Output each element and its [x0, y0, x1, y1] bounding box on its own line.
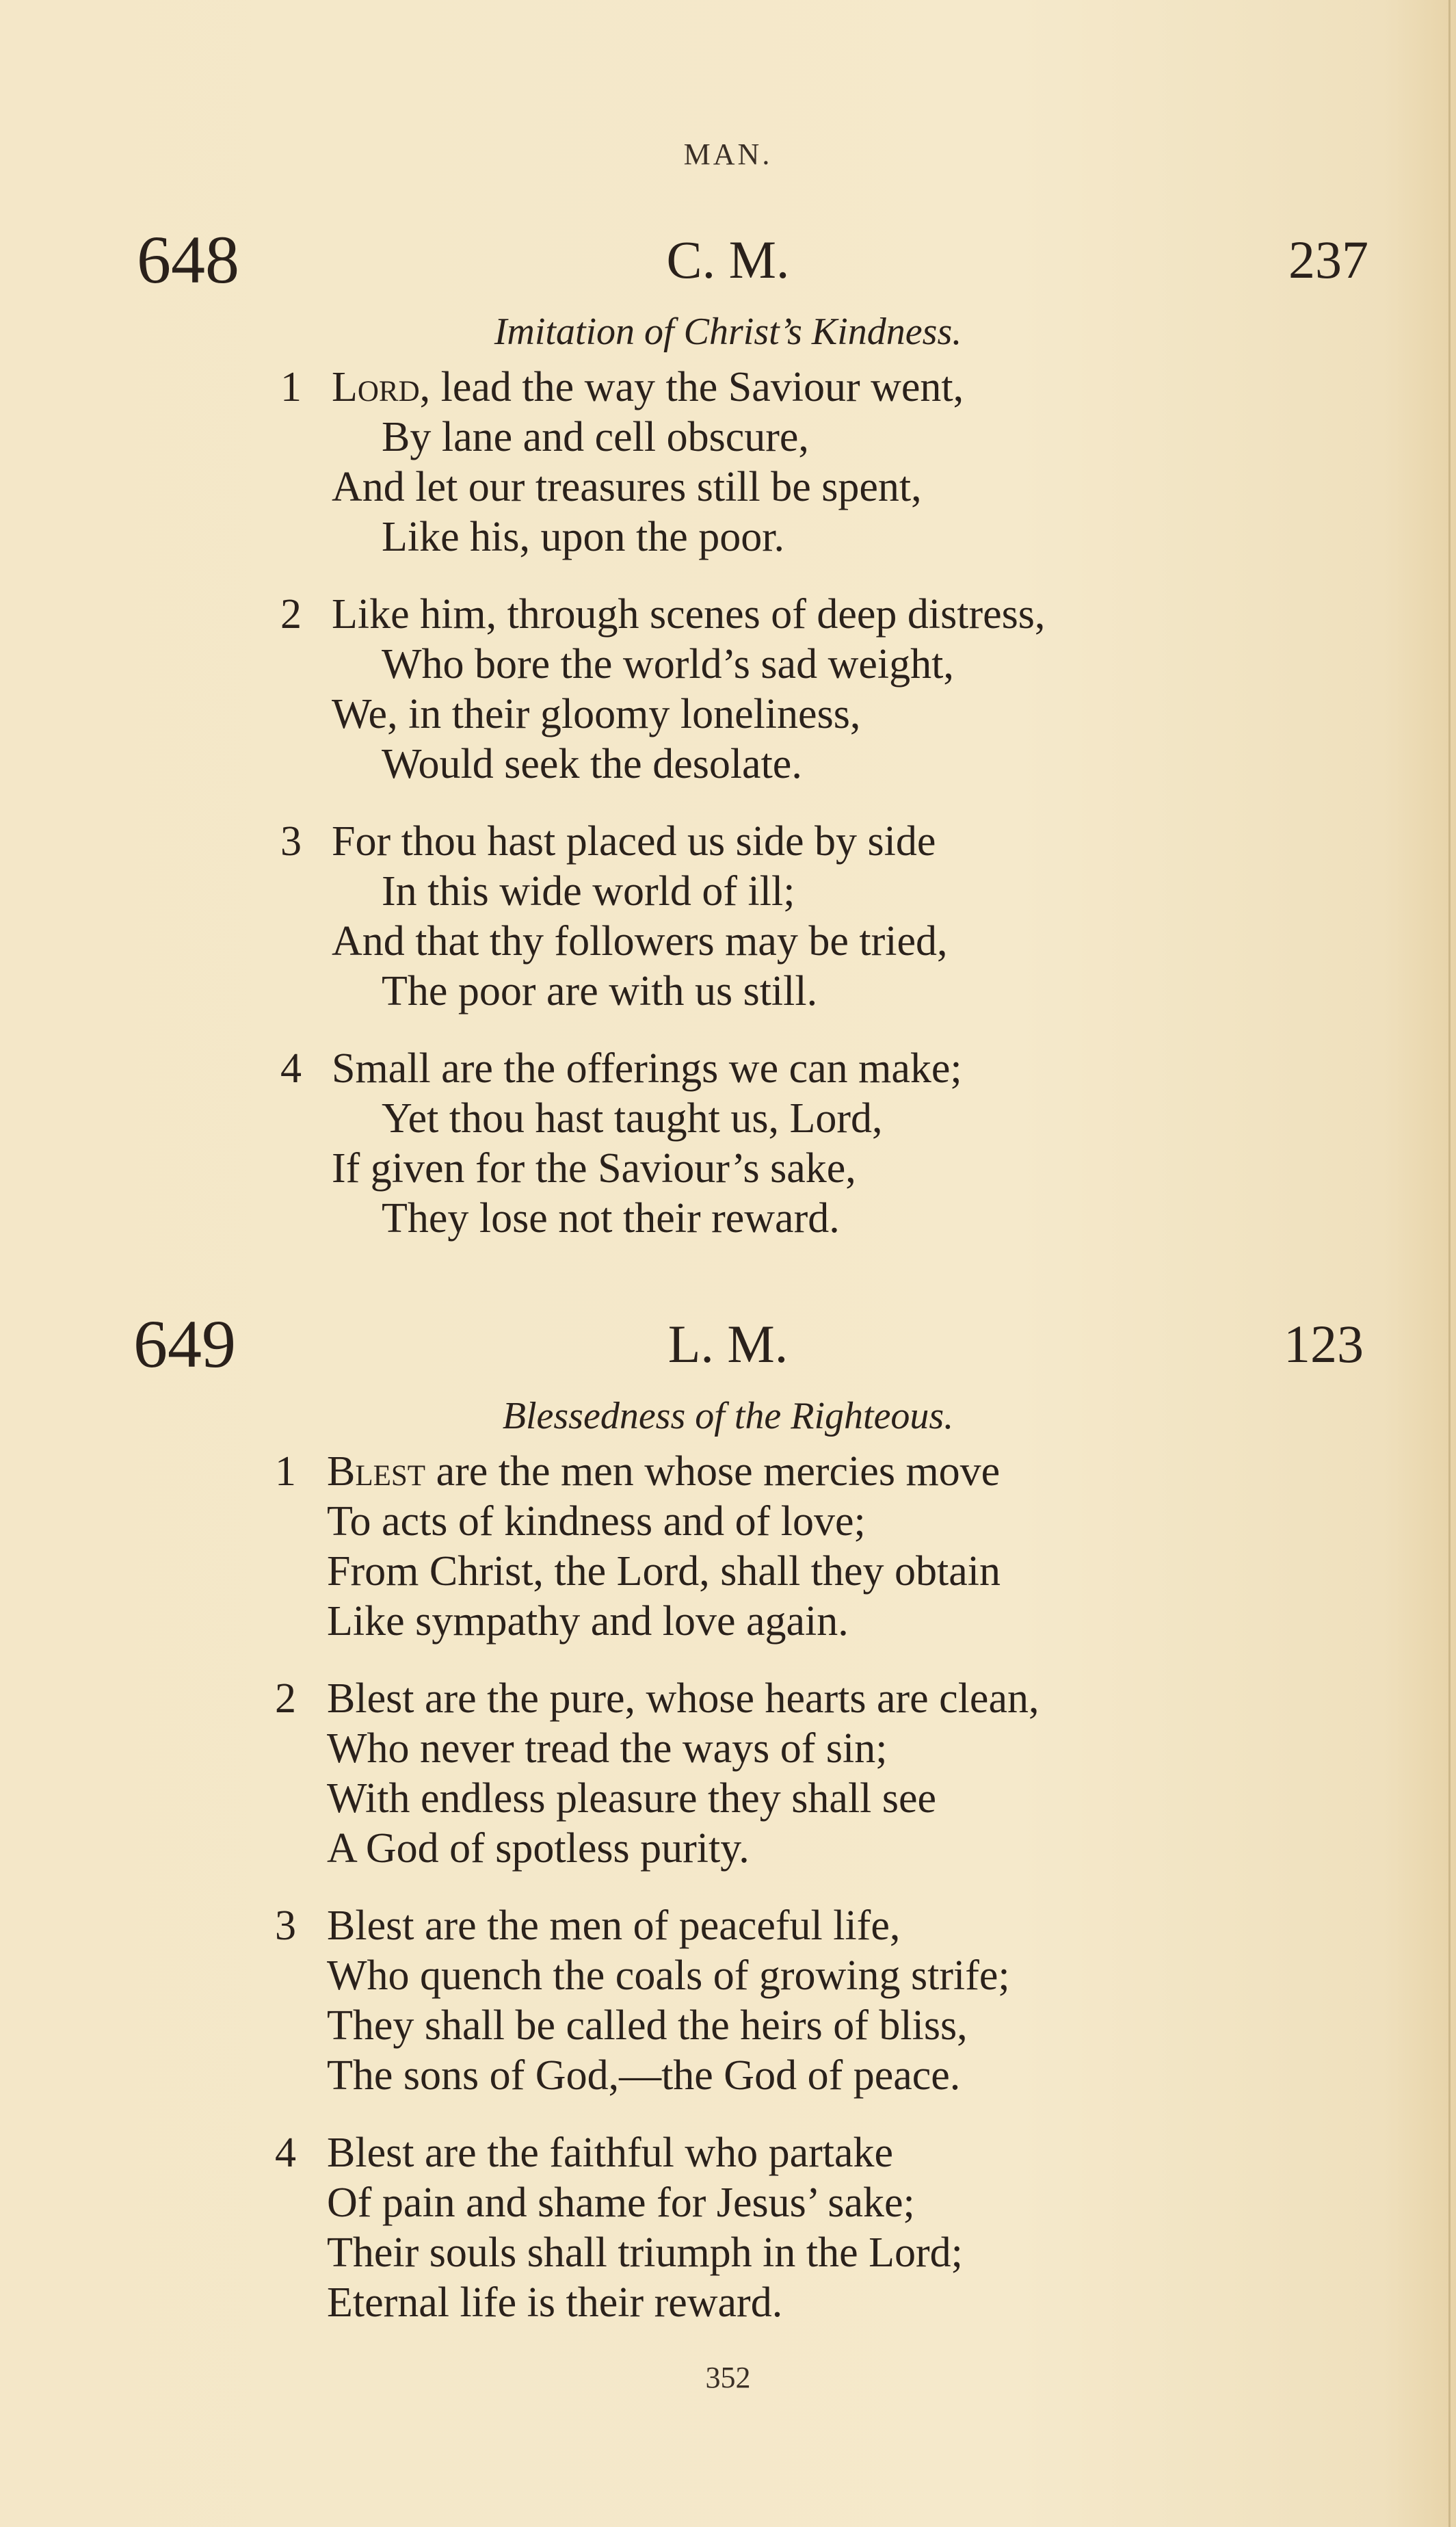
verse-line [0, 462, 1456, 512]
verse-first-line [327, 1447, 1000, 1497]
verse-line [0, 413, 1456, 462]
verse-first-line [332, 363, 964, 413]
line-text: And that thy followers may be tried, [332, 918, 948, 965]
line-text: Like sympathy and love again. [327, 1598, 849, 1645]
verse-line [0, 2128, 1456, 2178]
line-text: From Christ, the Lord, shall they obtain [327, 1548, 1001, 1595]
line-text: Would seek the desolate. [382, 741, 802, 787]
verse-line [0, 590, 1456, 640]
verse-first-line: Like him, through scenes of deep distress, [332, 591, 1046, 638]
line-rest: lead the way the Saviour went, [430, 364, 964, 410]
line-text: To acts of kindness and of love; [327, 1498, 866, 1545]
verse-line [0, 967, 1456, 1017]
hymn-meter: L. M. [667, 1314, 789, 1374]
verse-line [0, 1951, 1456, 2001]
verse-line [0, 1774, 1456, 1824]
line-text: By lane and cell obscure, [382, 414, 809, 460]
verse [0, 2128, 1456, 2328]
line-text: Who bore the world’s sad weight, [382, 641, 954, 688]
verse-number: 3 [280, 818, 302, 865]
verse-line [0, 739, 1456, 789]
tune-number: 237 [1288, 230, 1368, 289]
line-text: And let our treasures still be spent, [332, 464, 922, 510]
verse-line [0, 1674, 1456, 1724]
line-text: The sons of God,—the God of peace. [327, 2052, 961, 2099]
line-text: Of pain and shame for Jesus’ sake; [327, 2179, 915, 2226]
verse-line [0, 867, 1456, 917]
line-text: We, in their gloomy loneliness, [332, 691, 861, 737]
page-number: 352 [705, 2361, 751, 2394]
verse-line [0, 2278, 1456, 2328]
verse-list [0, 363, 1456, 1271]
verse-line [0, 1144, 1456, 1194]
running-head: MAN. [683, 138, 773, 171]
verse-line [0, 1497, 1456, 1547]
verse-line [0, 1824, 1456, 1874]
verse-line [0, 2051, 1456, 2101]
verse-line [0, 917, 1456, 967]
hymn-title: Blessedness of the Righteous. [502, 1395, 954, 1437]
verse-number: 2 [280, 591, 302, 638]
verse-line [0, 2228, 1456, 2278]
line-rest: are the men whose mercies move [425, 1448, 1001, 1495]
tune-number: 123 [1284, 1314, 1364, 1374]
line-text: The poor are with us still. [382, 968, 818, 1014]
verse-line [0, 1901, 1456, 1951]
line-text: Like his, upon the poor. [382, 514, 784, 560]
line-text: They shall be called the heirs of bliss, [327, 2002, 968, 2049]
verse-first-line: Small are the offerings we can make; [332, 1045, 962, 1092]
line-text: Who quench the coals of growing strife; [327, 1952, 1010, 1999]
verse-number: 3 [275, 1902, 296, 1949]
verse-line [0, 2178, 1456, 2228]
verse-number: 1 [280, 364, 302, 410]
verse-line [0, 1724, 1456, 1774]
line-text: Who never tread the ways of sin; [327, 1725, 888, 1772]
lead-word: Blest [327, 1448, 426, 1495]
verse [0, 363, 1456, 562]
line-text: Eternal life is their reward. [327, 2279, 783, 2326]
verse-number: 2 [275, 1675, 296, 1722]
line-text: Yet thou hast taught us, Lord, [382, 1095, 883, 1142]
lead-word: Lord, [332, 364, 431, 410]
verse-line [0, 512, 1456, 562]
line-text: They lose not their reward. [382, 1195, 840, 1242]
verse-number: 4 [280, 1045, 302, 1092]
verse-first-line: Blest are the men of peaceful life, [327, 1902, 901, 1949]
hymn-title: Imitation of Christ’s Kindness. [494, 311, 962, 353]
line-text: In this wide world of ill; [382, 868, 795, 915]
verse [0, 1901, 1456, 2101]
line-text: A God of spotless purity. [327, 1825, 750, 1872]
verse-first-line: Blest are the faithful who partake [327, 2130, 894, 2176]
verse-number: 1 [275, 1448, 296, 1495]
verse-line [0, 2001, 1456, 2051]
verse-line [0, 1447, 1456, 1497]
verse [0, 817, 1456, 1017]
verse [0, 590, 1456, 789]
verse-line [0, 363, 1456, 413]
verse-line [0, 817, 1456, 867]
line-text: If given for the Saviour’s sake, [332, 1145, 856, 1192]
verse-line [0, 1597, 1456, 1647]
verse-line [0, 690, 1456, 739]
verse-line [0, 640, 1456, 690]
verse-line [0, 1044, 1456, 1094]
verse-list [0, 1447, 1456, 2355]
hymn-number: 649 [133, 1306, 236, 1382]
verse-first-line: Blest are the pure, whose hearts are clean, [327, 1675, 1040, 1722]
line-text: Their souls shall triumph in the Lord; [327, 2229, 963, 2276]
verse [0, 1044, 1456, 1244]
line-text: With endless pleasure they shall see [327, 1775, 937, 1822]
verse-line [0, 1194, 1456, 1244]
verse-first-line: For thou hast placed us side by side [332, 818, 936, 865]
hymn-number: 648 [137, 222, 239, 298]
verse-line [0, 1094, 1456, 1144]
verse [0, 1674, 1456, 1874]
verse [0, 1447, 1456, 1647]
verse-number: 4 [275, 2130, 296, 2176]
verse-line [0, 1547, 1456, 1597]
hymn-meter: C. M. [666, 230, 790, 289]
